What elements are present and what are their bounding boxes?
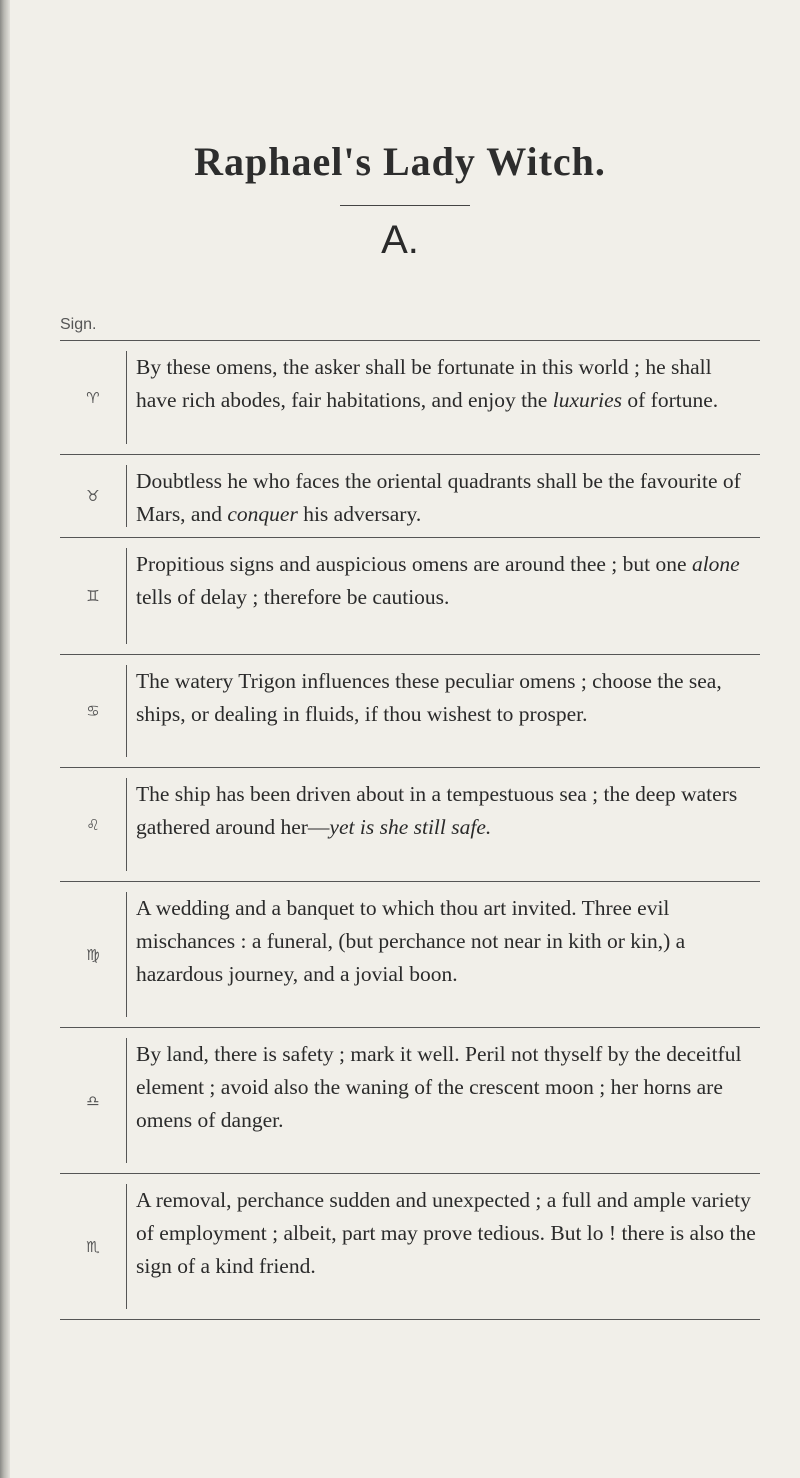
table-row: [60, 538, 760, 655]
column-divider: [126, 778, 127, 871]
zodiac-sign-scorpio-icon: ♏: [86, 1237, 100, 1256]
table-row: [60, 655, 760, 768]
column-divider: [126, 665, 127, 757]
omens-table: [60, 340, 760, 1320]
omen-text: The ship has been driven about in a tempestuous sea ; the deep waters gathered around her—yet is she still safe.: [136, 782, 738, 839]
table-row: [60, 341, 760, 455]
zodiac-sign-aries-icon: ♈: [86, 388, 100, 407]
omen-text: Doubtless he who faces the oriental quadrants shall be the favourite of Mars, and conquer his adversary.: [136, 469, 741, 526]
omen-text: Propitious signs and auspicious omens are around thee ; but one alone tells of delay ; therefore be cautious.: [136, 552, 740, 609]
zodiac-sign-gemini-icon: ♊: [86, 587, 100, 605]
zodiac-sign-cancer-icon: ♋: [86, 702, 100, 720]
omen-text: The watery Trigon influences these peculiar omens ; choose the sea, ships, or dealing in fluids, if thou wishest to prosper.: [136, 669, 722, 726]
sign-column-header: Sign.: [60, 316, 97, 333]
omen-text: A wedding and a banquet to which thou art invited. Three evil mischances : a funeral, (but perchance not near in kith or kin,) a hazardous journey, and a jovial boon.: [136, 896, 686, 986]
table-row: [60, 768, 760, 882]
column-divider: [126, 351, 127, 444]
zodiac-sign-virgo-icon: ♍: [86, 945, 100, 964]
page-title: Raphael's Lady Witch.: [194, 139, 606, 184]
column-divider: [126, 465, 127, 527]
column-divider: [126, 1038, 127, 1163]
omen-text: A removal, perchance sudden and unexpected ; a full and ample variety of employment ; albeit, part may prove tedious. But lo ! there is also the sign of a kind friend.: [136, 1188, 756, 1278]
column-divider: [126, 1184, 127, 1309]
table-row: [60, 1174, 760, 1320]
table-row: [60, 1028, 760, 1174]
column-divider: [126, 892, 127, 1017]
title-rule: [340, 205, 470, 206]
omen-text: By these omens, the asker shall be fortunate in this world ; he shall have rich abodes, fair habitations, and enjoy the luxuries of fortune.: [136, 355, 719, 412]
zodiac-sign-taurus-icon: ♉: [86, 487, 100, 505]
table-row: [60, 882, 760, 1028]
zodiac-sign-leo-icon: ♌: [86, 815, 100, 834]
table-row: [60, 455, 760, 538]
section-letter: A.: [381, 218, 419, 262]
zodiac-sign-libra-icon: ♎: [86, 1091, 100, 1110]
omen-text: By land, there is safety ; mark it well. Peril not thyself by the deceitful element ; avoid also the waning of the crescent moon ; her horns are omens of danger.: [136, 1042, 742, 1132]
column-divider: [126, 548, 127, 644]
